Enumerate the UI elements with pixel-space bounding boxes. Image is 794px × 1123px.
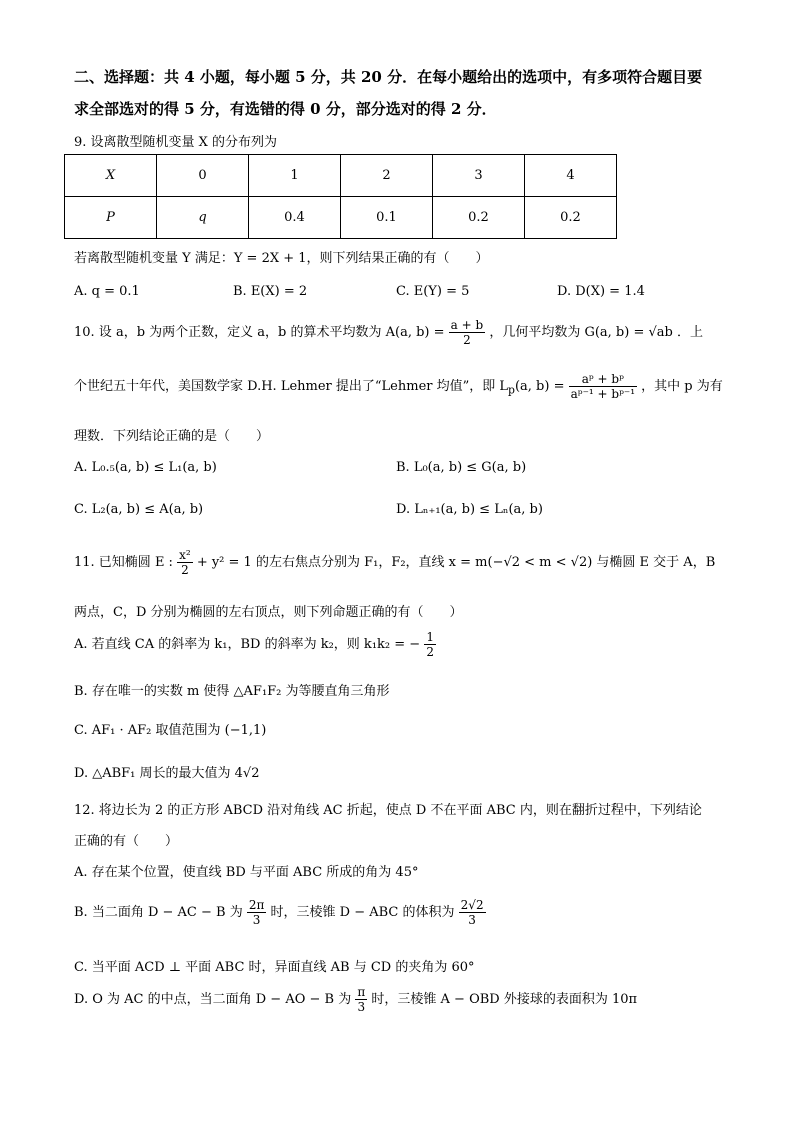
q9-option-c: C. E(Y) = 5 — [396, 284, 470, 299]
q12-line1: 12. 将边长为 2 的正方形 ABCD 沿对角线 AC 折起，使点 D 不在平面 ABC 内，则在翻折过程中，下列结论 — [74, 803, 702, 818]
section-header-line1: 二、选择题：共 4 小题，每小题 5 分，共 20 分．在每小题给出的选项中，有多项符合题目要 — [74, 68, 703, 86]
table-cell: q — [157, 197, 249, 239]
q12-option-d-text-a: D. O 为 AC 的中点，当二面角 D − AO − B 为 — [74, 992, 352, 1007]
table-cell: 3 — [433, 155, 525, 197]
table-cell: 4 — [525, 155, 617, 197]
ellipse-fraction — [177, 548, 193, 577]
fraction-denominator: 3 — [357, 1000, 366, 1014]
q11-option-b: B. 存在唯一的实数 m 使得 △AF₁F₂ 为等腰直角三角形 — [74, 684, 390, 699]
q10-option-d: D. Lₙ₊₁(a, b) ≤ Lₙ(a, b) — [396, 502, 543, 517]
q10-text-c: 个世纪五十年代，美国数学家 D.H. Lehmer 提出了“Lehmer 均值”，即 L — [74, 379, 509, 394]
fraction-denominator: 3 — [468, 913, 476, 927]
q12-option-b — [74, 898, 486, 927]
table-row — [65, 197, 617, 239]
q10-option-a: A. L₀.₅(a, b) ≤ L₁(a, b) — [74, 460, 217, 475]
q11-option-d: D. △ABF₁ 周长的最大值为 4√2 — [74, 766, 260, 781]
table-cell: 2 — [341, 155, 433, 197]
fraction-numerator: x² — [179, 548, 191, 562]
q12-option-c: C. 当平面 ACD ⊥ 平面 ABC 时，异面直线 AB 与 CD 的夹角为 60° — [74, 960, 475, 975]
q11-text-b: + y² = 1 的左右焦点分别为 F₁，F₂，直线 x = m(−√2 < m < √2) 与椭圆 E 交于 A，B — [196, 555, 716, 570]
q10-text-e: ，其中 p 为有 — [641, 379, 723, 394]
angle-fraction — [247, 898, 267, 927]
q11-line1 — [74, 548, 715, 577]
table-cell: 0.2 — [525, 197, 617, 239]
fraction-numerator: 2√2 — [460, 898, 484, 912]
fraction-numerator: a + b — [450, 318, 484, 332]
q11-option-a — [74, 630, 436, 659]
fraction-denominator: 2 — [181, 563, 189, 577]
table-cell: 0 — [157, 155, 249, 197]
q12-option-d-text-b: 时，三棱锥 A − OBD 外接球的表面积为 10π — [371, 992, 638, 1007]
q10-text-b: ，几何平均数为 G(a, b) = √ab ．上 — [489, 325, 703, 340]
q9-option-b: B. E(X) = 2 — [233, 284, 308, 299]
q11-line2: 两点，C，D 分别为椭圆的左右顶点，则下列命题正确的有（ ） — [74, 605, 463, 620]
fraction-numerator: 1 — [426, 630, 434, 644]
fraction-denominator: 2 — [463, 333, 471, 347]
volume-fraction — [459, 898, 486, 927]
q11-text-a: 11. 已知椭圆 E : — [74, 555, 173, 570]
table-cell: P — [65, 197, 157, 239]
fraction-numerator: π — [357, 985, 366, 999]
table-cell: 1 — [249, 155, 341, 197]
lehmer-subscript: p — [508, 383, 515, 397]
arithmetic-mean-fraction — [449, 318, 486, 347]
slope-fraction — [424, 630, 436, 659]
q9-option-a: A. q = 0.1 — [74, 284, 140, 299]
q12-line2: 正确的有（ ） — [74, 834, 179, 849]
q10-option-b: B. L₀(a, b) ≤ G(a, b) — [396, 460, 527, 475]
table-cell: 0.2 — [433, 197, 525, 239]
q11-option-a-text: A. 若直线 CA 的斜率为 k₁，BD 的斜率为 k₂，则 k₁k₂ = − — [74, 637, 421, 652]
angle-fraction — [355, 985, 367, 1014]
table-row — [65, 155, 617, 197]
q10-line3: 理数．下列结论正确的是（ ） — [74, 429, 270, 444]
q9-stem: 9. 设离散型随机变量 X 的分布列为 — [74, 135, 278, 150]
q11-option-c: C. AF₁ · AF₂ 取值范围为 (−1,1) — [74, 723, 267, 738]
distribution-table — [64, 154, 617, 239]
fraction-denominator: 2 — [426, 645, 434, 659]
q12-option-b-text-b: 时，三棱锥 D − ABC 的体积为 — [270, 905, 455, 920]
q10-line1 — [74, 318, 703, 347]
q12-option-b-text-a: B. 当二面角 D − AC − B 为 — [74, 905, 243, 920]
fraction-denominator: 3 — [252, 913, 261, 927]
q10-text-a: 10. 设 a，b 为两个正数，定义 a，b 的算术平均数为 A(a, b) = — [74, 325, 445, 340]
q9-condition: 若离散型随机变量 Y 满足：Y = 2X + 1，则下列结果正确的有（ ） — [74, 251, 489, 266]
table-cell: X — [65, 155, 157, 197]
q10-text-d: (a, b) = — [514, 379, 565, 394]
table-cell: 0.1 — [341, 197, 433, 239]
q9-option-d: D. D(X) = 1.4 — [557, 284, 645, 299]
q12-option-d — [74, 985, 637, 1014]
fraction-numerator: 2π — [248, 898, 265, 912]
q10-option-c: C. L₂(a, b) ≤ A(a, b) — [74, 502, 204, 517]
lehmer-fraction — [569, 372, 637, 401]
q12-option-a: A. 存在某个位置，使直线 BD 与平面 ABC 所成的角为 45° — [74, 865, 419, 880]
fraction-denominator: aᵖ⁻¹ + bᵖ⁻¹ — [570, 387, 636, 401]
section-header-line2: 求全部选对的得 5 分，有选错的得 0 分，部分选对的得 2 分． — [74, 100, 497, 118]
q10-line2 — [74, 372, 723, 401]
table-cell: 0.4 — [249, 197, 341, 239]
fraction-numerator: aᵖ + bᵖ — [569, 372, 637, 387]
